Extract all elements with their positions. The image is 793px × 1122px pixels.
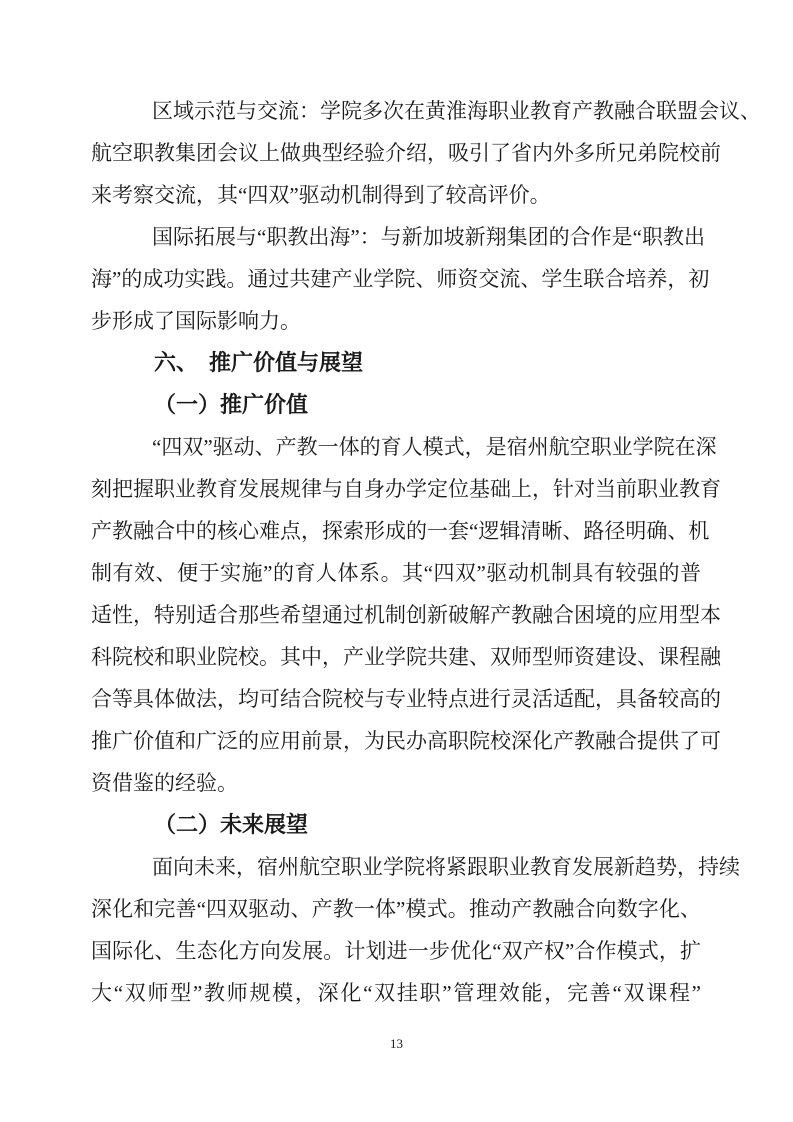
paragraph-line: 航空职教集团会议上做典型经验介绍，吸引了省内外多所兄弟院校前: [91, 141, 721, 165]
document-body: [91, 90, 761, 1014]
page-number: 13: [390, 1036, 403, 1051]
paragraph-line: 制有效、便于实施”的育人体系。其“四双”驱动机制具有较强的普: [91, 561, 701, 585]
paragraph-line: 国际拓展与“职教出海”：与新加坡新翔集团的合作是“职教出: [152, 225, 705, 249]
paragraph-line: 刻把握职业教育发展规律与自身办学定位基础上，针对当前职业教育: [91, 477, 721, 501]
paragraph-line: 大“双师型”教师规模，深化“双挂职”管理效能，完善“双课程”: [91, 981, 701, 1005]
paragraph-line: 区域示范与交流：学院多次在黄淮海职业教育产教融合联盟会议、: [152, 99, 761, 123]
subsection-heading: （一）推广价值: [154, 392, 309, 417]
paragraph-line: 来考察交流，其“四双”驱动机制得到了较高评价。: [91, 183, 551, 207]
paragraph-line: 深化和完善“四双驱动、产教一体”模式。推动产教融合向数字化、: [91, 897, 701, 921]
paragraph-line: 资借鉴的经验。: [91, 771, 238, 795]
section-heading: 六、 推广价值与展望: [154, 350, 364, 375]
paragraph-line: 面向未来，宿州航空职业学院将紧跟职业教育发展新趋势，持续: [152, 855, 740, 879]
paragraph-line: 合等具体做法，均可结合院校与专业特点进行灵活适配，具备较高的: [91, 687, 721, 711]
paragraph-line: 海”的成功实践。通过共建产业学院、师资交流、学生联合培养，初: [91, 267, 710, 291]
paragraph-line: 国际化、生态化方向发展。计划进一步优化“双产权”合作模式，扩: [91, 939, 701, 963]
paragraph-line: 推广价值和广泛的应用前景，为民办高职院校深化产教融合提供了可: [91, 729, 721, 753]
paragraph-line: 适性，特别适合那些希望通过机制创新破解产教融合困境的应用型本: [91, 603, 721, 627]
paragraph-line: 步形成了国际影响力。: [91, 309, 301, 333]
paragraph-line: “四双”驱动、产教一体的育人模式，是宿州航空职业学院在深: [152, 435, 717, 459]
paragraph-line: 科院校和职业院校。其中，产业学院共建、双师型师资建设、课程融: [91, 645, 721, 669]
subsection-heading: （二）未来展望: [154, 812, 309, 837]
paragraph-line: 产教融合中的核心难点，探索形成的一套“逻辑清晰、路径明确、机: [91, 519, 710, 543]
